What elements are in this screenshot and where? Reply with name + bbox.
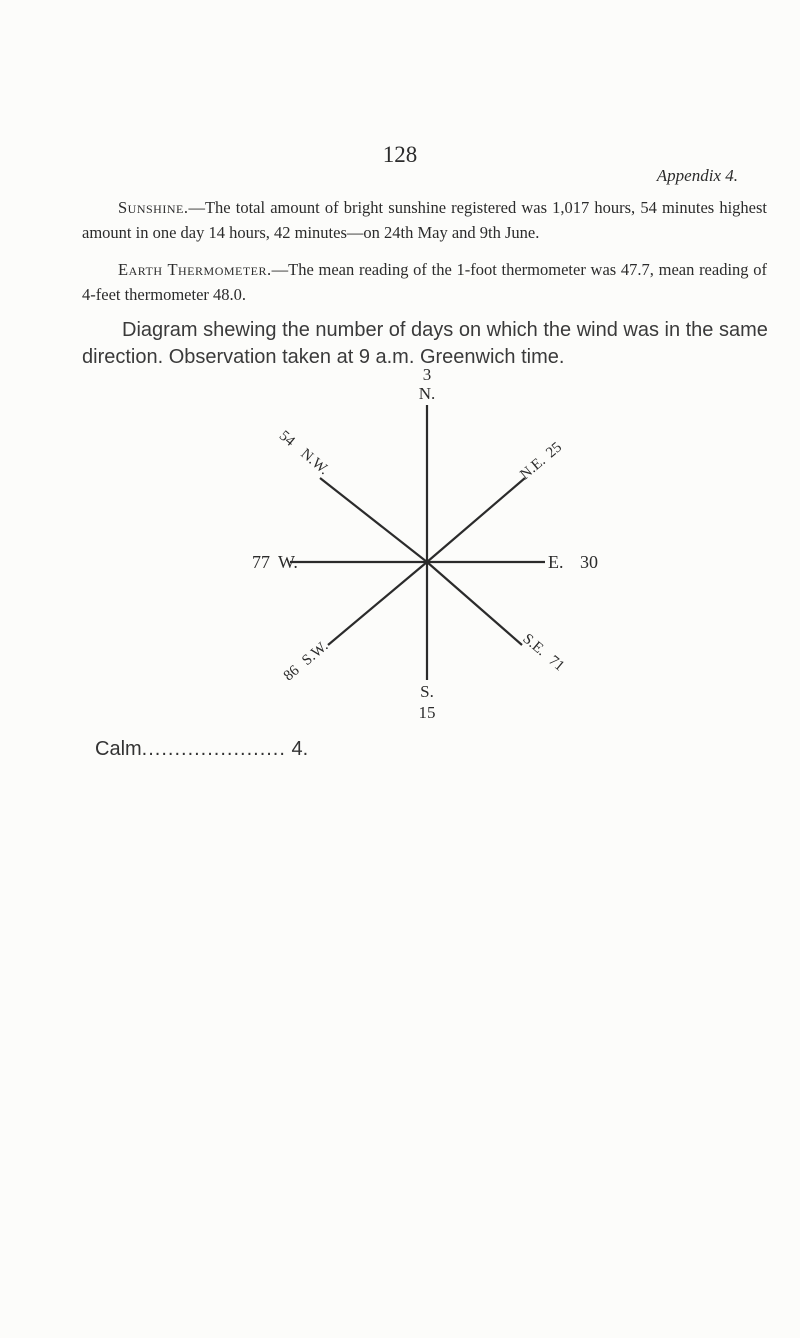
south-label: S.: [420, 682, 434, 701]
west-label: W.: [278, 552, 298, 572]
calm-leader-dots: ......................: [141, 738, 286, 760]
earth-thermometer-text: —The mean reading of the 1-foot thermometer was 47.7, mean reading of 4-feet thermometer 48.0.: [82, 260, 767, 304]
northwest-count: 54: [275, 427, 298, 450]
southeast-count: 71: [545, 652, 568, 675]
wind-line-northeast: [427, 478, 525, 562]
east-count: 30: [580, 552, 598, 572]
north-count: 3: [422, 365, 432, 384]
calm-value: 4.: [291, 738, 309, 760]
southeast-label: S.E.: [519, 630, 549, 660]
diagram-title: Diagram shewing the number of days on which the wind was in the same direction. Observation taken at 9 a.m. Greenwich time.: [82, 319, 768, 368]
page-number: 128: [382, 142, 418, 167]
northeast-count: 25: [543, 439, 566, 462]
sunshine-heading: Sunshine.: [118, 198, 189, 217]
south-count: 15: [418, 703, 436, 722]
sunshine-text: —The total amount of bright sunshine registered was 1,017 hours, 54 minutes highest amount in one day 14 hours, 42 minutes—on 24th May and 9th June.: [82, 198, 767, 242]
wind-line-southwest: [328, 562, 427, 645]
north-label: N.: [418, 384, 436, 403]
east-label: E.: [548, 552, 564, 572]
appendix-reference: Appendix 4.: [656, 166, 738, 185]
southwest-label: S.W.: [299, 638, 332, 669]
earth-thermometer-heading: Earth Thermometer.: [118, 260, 272, 279]
wind-line-northwest: [320, 478, 427, 562]
southwest-count: 86: [280, 662, 303, 685]
northwest-label: N.W.: [297, 445, 332, 479]
northeast-label: N.E.: [517, 453, 549, 484]
wind-line-southeast: [427, 562, 522, 645]
west-count: 77: [252, 552, 270, 572]
calm-row: [95, 738, 308, 761]
calm-label: Calm: [95, 738, 142, 760]
